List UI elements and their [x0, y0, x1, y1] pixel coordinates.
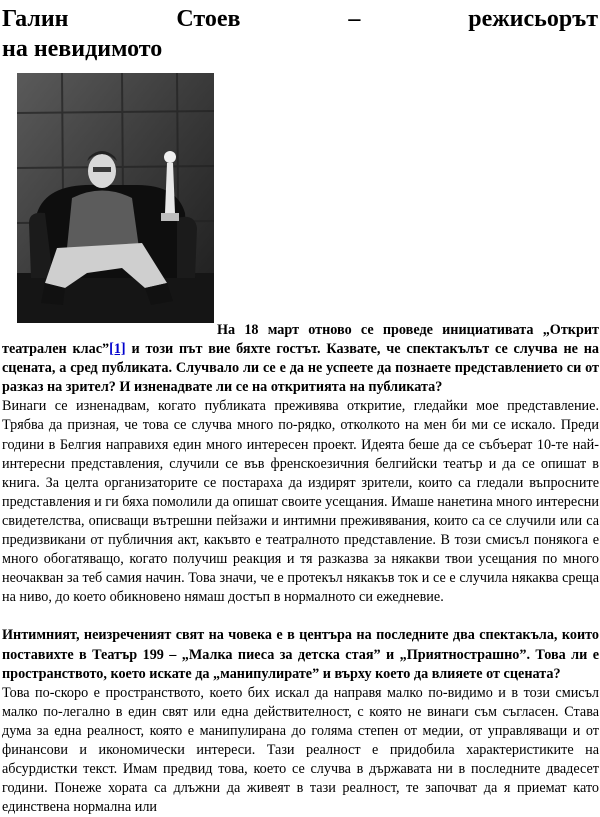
question-1-lead: На 18 март отново се проведе инициативата „Открит театрален клас” [2, 322, 599, 358]
question-2: Интимният, неизреченият свят на човека е в центъра на последните два спектакъла, които поставихте в Театър 199 – „Малка пиеса за детска стая” и „Приятнострашно”. Това ли е пространството, което искате да „манипулирате” и върху което да влияете от сцената? [2, 627, 599, 682]
question-1-rest: и този път вие бяхте гостът. Казвате, че спектакълът се случва не на сцената, а сред публиката. Случвало ли се е да не успеете да познаете представлението си от разказ на зрител? И изненадвате ли се на откритията на публиката? [2, 341, 600, 396]
title-word: режисьорът [468, 6, 598, 32]
article-title [2, 4, 598, 64]
title-word: Галин [2, 6, 69, 32]
title-word: – [348, 6, 361, 32]
title-line-1 [2, 4, 598, 34]
author-photo-image [17, 73, 214, 323]
article-body [2, 321, 599, 817]
title-line-2: на невидимото [2, 36, 163, 62]
footnote-link[interactable]: [1] [109, 341, 126, 358]
question-1 [2, 321, 599, 397]
author-photo [17, 73, 214, 323]
title-word: Стоев [176, 6, 241, 32]
answer-1: Винаги се изненадвам, когато публиката преживява откритие, гледайки мое представление. Трябва да призная, че това се случва много по-рядко, отколкото на мен би ми се искало. Преди години в Белгия направихя един много интересен проект. Идеята беше да се събъерат 10-те най-интересни представления, случили се във френскоезичния белгийски театър и да се опишат в книга. За целта организаторите се постараха да издирят зрители, които са гледали въпросните представления и ги бяха помолили да опишат своите усещания. Имаше нанетина много интересни свидетелства, описващи вътрешни пейзажи и интимни преживявания, които са се случили или са предизвикани от публичния акт, какъвто е театралното представление. В този смисъл понякога е много обогатяващо, когато получиш реакция и тя разказва за някакви твои усещания по много неочакван за теб самия начин. Това значи, че е протекъл някакъв ток и се е случила някаква среща на ниво, до което обикновено нямаш достъп в нормалното си ежедневие. [2, 398, 599, 606]
answer-2: Това по-скоро е пространството, което бих искал да направя малко по-видимо и в този смисъл малко по-легално в един свят или една действителност, с която не винаги съм съгласен. Става дума за една реалност, която е манипулирана до голяма степен от медии, от управляващи и от финансови и икономически интереси. Тази реалност е придобила характеристиките на абсурдистки текст. Имам предвид това, което се случва в държавата ни в последните двадесет години. Понеже хората са длъжни да живеят в тази реалност, те започват да я приемат като единствена нормална или [2, 684, 599, 816]
